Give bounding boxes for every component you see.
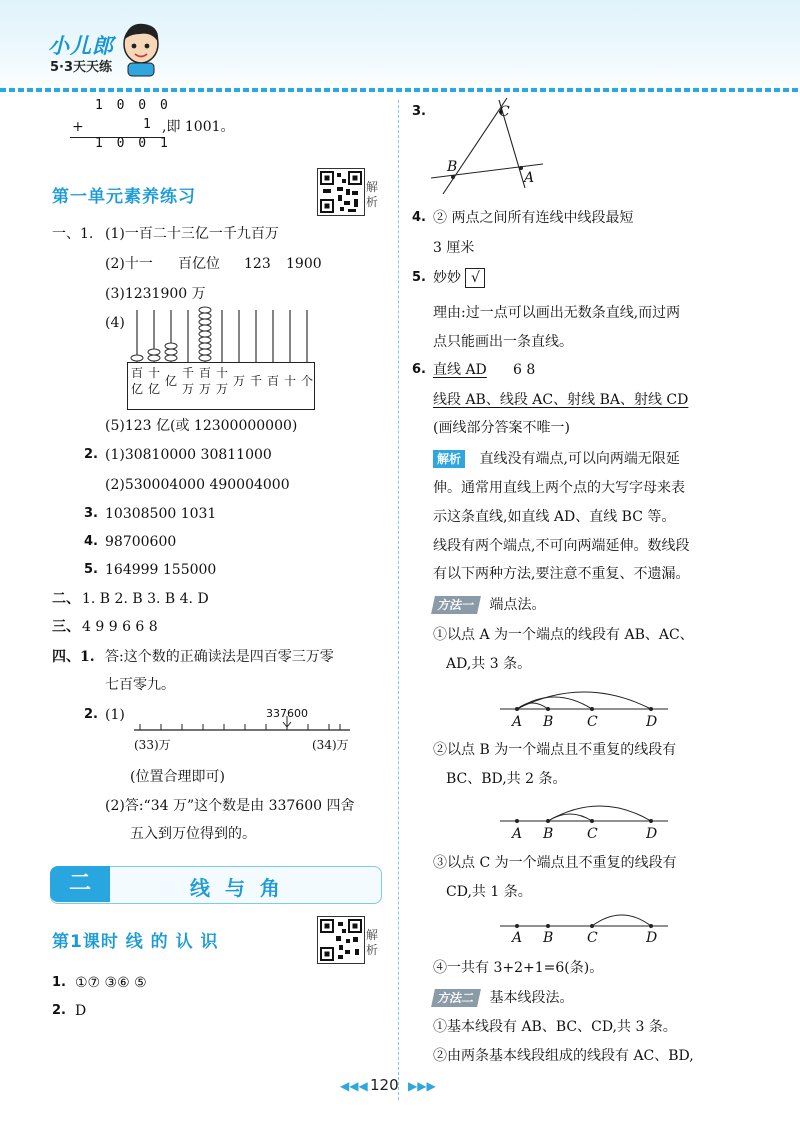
abacus-label: 亿 bbox=[131, 382, 144, 396]
logo-title: 小儿郎 bbox=[48, 34, 114, 58]
part3-answers: 4 9 9 6 6 8 bbox=[82, 619, 158, 635]
q2-part1: (1)30810000 30811000 bbox=[105, 447, 272, 463]
point-label-c: C bbox=[587, 826, 598, 842]
abacus-label: 百 bbox=[267, 374, 280, 388]
q4-label: 4. bbox=[84, 534, 98, 549]
abacus-label: 亿 bbox=[148, 382, 161, 396]
point-label-a: A bbox=[512, 714, 523, 730]
abacus-label: 十 bbox=[284, 374, 297, 388]
r-q5-label: 5. bbox=[412, 270, 426, 285]
r-q5-reason-line1: 理由:过一点可以画出无数条直线,而过两 bbox=[433, 305, 681, 321]
part4-label: 四、1. bbox=[52, 649, 95, 665]
r-q5-name: 妙妙 bbox=[433, 270, 461, 286]
qr-label: 解析 bbox=[366, 180, 379, 209]
q1-part1: (1)一百二十三亿一千九百万 bbox=[105, 226, 279, 242]
point-label-d: D bbox=[646, 714, 658, 730]
r-q3-label: 3. bbox=[412, 104, 426, 119]
point-label-c: C bbox=[587, 930, 598, 946]
analysis-line4: 线段有两个端点,不可向两端延伸。数线段 bbox=[433, 538, 690, 554]
r-q6-note: (画线部分答案不唯一) bbox=[433, 420, 570, 436]
point-label-b: B bbox=[543, 714, 554, 730]
r-q6-label: 6. bbox=[412, 362, 426, 377]
abacus-label: 万 bbox=[233, 374, 246, 388]
triangle-label-a: A bbox=[524, 170, 535, 186]
numberline-right-end: (34)万 bbox=[312, 738, 349, 752]
abacus-label: 百 bbox=[131, 366, 144, 380]
method2-title: 基本线段法。 bbox=[489, 990, 574, 1006]
part2-answers: 1. B 2. B 3. B 4. D bbox=[82, 591, 209, 607]
analysis-line3: 示这条直线,如直线 AD、直线 BC 等。 bbox=[433, 509, 676, 525]
unit-practice-title: 第一单元素养练习 bbox=[52, 187, 196, 207]
q2-label: 2. bbox=[84, 447, 98, 462]
analysis-line2: 伸。通常用直线上两个点的大写字母来表 bbox=[433, 480, 685, 496]
method1-heading bbox=[433, 595, 545, 615]
part4-answer-line1: 答:这个数的正确读法是四百零三万零 bbox=[105, 649, 334, 665]
m1a-line1: ①以点 A 为一个端点的线段有 AB、AC、 bbox=[433, 627, 694, 643]
point-label-b: B bbox=[543, 826, 554, 842]
analysis-badge: 解析 bbox=[433, 450, 465, 468]
part4-q2-part2-line1: (2)答:“34 万”这个数是由 337600 四舍 bbox=[105, 798, 355, 814]
point-label-a: A bbox=[512, 826, 523, 842]
q5-label: 5. bbox=[84, 562, 98, 577]
lesson-q2-answer: D bbox=[75, 1003, 87, 1019]
q4-answer: 98700600 bbox=[105, 534, 177, 550]
analysis-line5: 有以下两种方法,要注意不重复、不遗漏。 bbox=[433, 566, 690, 582]
triangle-label-b: B bbox=[447, 159, 458, 175]
r-q4-line1: ② 两点之间所有连线中线段最短 bbox=[433, 210, 634, 226]
q1-part3: (3)1231900 万 bbox=[105, 286, 206, 302]
triangle-figure bbox=[425, 96, 555, 201]
q5-answer: 164999 155000 bbox=[105, 562, 217, 578]
lesson-title: 第1课时 线 的 认 识 bbox=[52, 932, 219, 952]
abacus-label: 十 bbox=[148, 366, 161, 380]
part2-label: 二、 bbox=[52, 591, 80, 607]
m1c-line2: CD,共 1 条。 bbox=[446, 884, 532, 900]
abacus-label: 万 bbox=[199, 382, 212, 396]
addition-second: 1 bbox=[143, 117, 154, 132]
r-q4-label: 4. bbox=[412, 210, 426, 225]
numberline-left-end: (33)万 bbox=[134, 738, 171, 752]
qr-label: 解析 bbox=[366, 928, 379, 957]
addition-result: 1 0 0 1 bbox=[95, 136, 171, 151]
q1-part2-c: 123 bbox=[244, 256, 271, 272]
abacus-label: 千 bbox=[250, 374, 263, 388]
q1-part2-d: 1900 bbox=[286, 256, 322, 272]
abacus-label: 亿 bbox=[165, 374, 178, 388]
q3-label: 3. bbox=[84, 506, 98, 521]
part4-q2-part1: (1) bbox=[105, 707, 125, 723]
part3-label: 三、 bbox=[52, 619, 80, 635]
m1c-line1: ③以点 C 为一个端点且不重复的线段有 bbox=[433, 855, 677, 871]
point-label-d: D bbox=[646, 930, 658, 946]
abacus-rods bbox=[127, 306, 317, 366]
numberline-note: (位置合理即可) bbox=[130, 769, 225, 785]
r-q5-reason-line2: 点只能画出一条直线。 bbox=[433, 334, 573, 350]
part4-q2-part2-line2: 五入到万位得到的。 bbox=[130, 826, 256, 842]
mascot-icon bbox=[118, 20, 164, 78]
q3-answer: 10308500 1031 bbox=[105, 506, 217, 522]
r-q5-answer bbox=[433, 268, 485, 288]
abacus-label: 百 bbox=[199, 366, 212, 380]
addition-top: 1 0 0 0 bbox=[95, 98, 171, 113]
abacus-label: 千 bbox=[182, 366, 195, 380]
part4-q2-label: 2. bbox=[84, 707, 98, 722]
analysis-text1: 直线没有端点,可以向两端无限延 bbox=[479, 451, 680, 467]
q1-part2-b: 百亿位 bbox=[178, 256, 220, 272]
m1b-line1: ②以点 B 为一个端点且不重复的线段有 bbox=[433, 742, 677, 758]
q2-part2: (2)530004000 490004000 bbox=[105, 477, 290, 493]
segment-diagram-c bbox=[500, 904, 670, 934]
point-label-c: C bbox=[587, 714, 598, 730]
triangle-label-c: C bbox=[499, 104, 510, 120]
header-rule bbox=[0, 88, 800, 92]
segment-diagram-a bbox=[500, 683, 670, 713]
segment-diagram-b bbox=[500, 795, 670, 825]
r-q6-line1a: 直线 AD bbox=[433, 362, 487, 378]
abacus-label: 万 bbox=[216, 382, 229, 396]
point-label-b: B bbox=[543, 930, 554, 946]
q1-part2-a: (2)十一 bbox=[105, 256, 153, 272]
chapter-title: 线 与 角 bbox=[190, 876, 284, 900]
lesson-q1-label: 1. bbox=[52, 975, 66, 990]
addition-note: ,即 1001。 bbox=[162, 119, 235, 135]
abacus-label: 万 bbox=[182, 382, 195, 396]
q1-label: 一、1. bbox=[52, 226, 94, 242]
qr-code-icon[interactable] bbox=[317, 916, 365, 964]
r-q6-line2: 线段 AB、线段 AC、射线 BA、射线 CD bbox=[433, 392, 689, 408]
point-label-d: D bbox=[646, 826, 658, 842]
abacus-label: 个 bbox=[301, 374, 314, 388]
qr-code-icon[interactable] bbox=[317, 168, 365, 216]
page-number: 120 bbox=[370, 1076, 399, 1094]
abacus-label: 十 bbox=[216, 366, 229, 380]
q1-part4: (4) bbox=[105, 315, 125, 331]
m1d-line: ④一共有 3+2+1=6(条)。 bbox=[433, 960, 604, 976]
check-icon: √ bbox=[465, 268, 485, 288]
r-q4-line2: 3 厘米 bbox=[433, 240, 475, 256]
numberline-mark-label: 337600 bbox=[266, 707, 308, 720]
q1-part5: (5)123 亿(或 12300000000) bbox=[105, 418, 298, 434]
m1b-line2: BC、BD,共 2 条。 bbox=[446, 771, 567, 787]
method1-title: 端点法。 bbox=[489, 597, 546, 613]
part4-answer-line2: 七百零九。 bbox=[105, 677, 175, 693]
method2-heading bbox=[433, 988, 573, 1008]
r-q6-line1b: 6 8 bbox=[513, 362, 536, 378]
m2a-line: ①基本线段有 AB、BC、CD,共 3 条。 bbox=[433, 1019, 677, 1035]
lesson-q1-answer: ①⑦ ③⑥ ⑤ bbox=[75, 975, 147, 991]
point-label-a: A bbox=[512, 930, 523, 946]
m1a-line2: AD,共 3 条。 bbox=[446, 656, 532, 672]
page-prev-arrows-icon: ◀◀◀ bbox=[340, 1079, 368, 1093]
column-divider bbox=[398, 100, 399, 1100]
chapter-number: 二 bbox=[50, 866, 110, 902]
lesson-q2-label: 2. bbox=[52, 1003, 66, 1018]
logo-subtitle: 5·3天天练 bbox=[50, 60, 113, 75]
m2b-line: ②由两条基本线段组成的线段有 AC、BD, bbox=[433, 1048, 694, 1064]
method1-badge: 方法一 bbox=[431, 596, 481, 614]
analysis-line1 bbox=[433, 449, 680, 469]
addition-operator: + bbox=[72, 119, 84, 135]
method2-badge: 方法二 bbox=[431, 989, 481, 1007]
page-next-arrows-icon: ▶▶▶ bbox=[408, 1079, 436, 1093]
